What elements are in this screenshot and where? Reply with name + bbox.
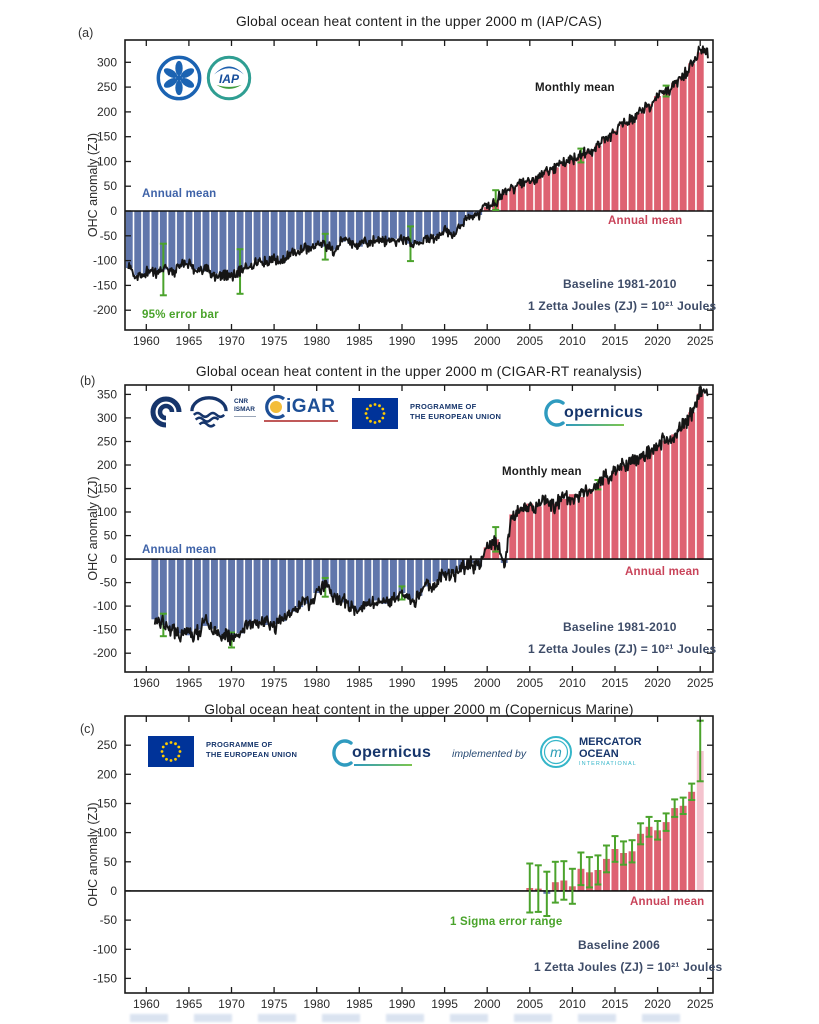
- svg-text:1975: 1975: [260, 997, 288, 1011]
- svg-text:1960: 1960: [132, 676, 160, 690]
- mercator-text-line3: INTERNATIONAL: [579, 761, 637, 768]
- svg-text:1975: 1975: [260, 334, 288, 348]
- annual-mean-label-right-c: Annual mean: [630, 896, 705, 908]
- svg-text:2010: 2010: [559, 676, 586, 690]
- chart-title-c: Global ocean heat content in the upper 2000 m (Copernicus Marine): [204, 702, 634, 717]
- svg-text:-100: -100: [92, 942, 117, 957]
- svg-text:100: 100: [96, 825, 117, 840]
- svg-text:1970: 1970: [218, 997, 245, 1011]
- panel-c: [0, 700, 819, 1024]
- svg-text:2025: 2025: [686, 676, 714, 690]
- svg-text:2015: 2015: [601, 997, 629, 1011]
- svg-text:-150: -150: [92, 622, 117, 637]
- svg-text:1960: 1960: [132, 997, 160, 1011]
- cnr-text-line2: ISMAR: [234, 406, 255, 414]
- baseline-note-a: Baseline 1981-2010: [563, 277, 677, 291]
- monthly-mean-label-b: Monthly mean: [502, 466, 582, 478]
- svg-text:1960: 1960: [132, 334, 160, 348]
- svg-text:100: 100: [96, 154, 117, 169]
- svg-text:2020: 2020: [644, 997, 671, 1011]
- cnr-logo-icon: [146, 392, 186, 437]
- chart-title-b: Global ocean heat content in the upper 2000 m (CIGAR-RT reanalysis): [195, 364, 643, 379]
- svg-text:-50: -50: [99, 575, 117, 590]
- svg-text:250: 250: [96, 80, 117, 95]
- svg-text:1975: 1975: [260, 676, 288, 690]
- svg-text:-200: -200: [92, 646, 117, 661]
- mercator-ocean-logo: [538, 734, 642, 770]
- implemented-by-text: implemented by: [452, 748, 527, 760]
- svg-text:-50: -50: [99, 228, 117, 243]
- iap-logo-icon: [206, 55, 252, 106]
- panel-b: [0, 358, 819, 700]
- eu-flag-icon: [352, 398, 398, 434]
- svg-text:250: 250: [96, 434, 117, 449]
- annual-mean-label-right-a: Annual mean: [608, 215, 683, 227]
- svg-text:0: 0: [110, 204, 117, 218]
- svg-text:250: 250: [96, 738, 117, 753]
- panel-label-b: (b): [80, 374, 96, 388]
- error-bar-label-a: 95% error bar: [142, 309, 219, 321]
- cigar-logo-icon: [262, 394, 288, 420]
- eu-flag-icon: [148, 736, 194, 772]
- eu-programme-text: [206, 740, 297, 760]
- svg-text:2015: 2015: [601, 676, 629, 690]
- annual-mean-label-left-a: Annual mean: [142, 188, 217, 200]
- sigma-error-label-c: 1 Sigma error range: [450, 916, 563, 928]
- svg-text:2000: 2000: [473, 676, 501, 690]
- svg-text:2010: 2010: [559, 997, 586, 1011]
- cropped-caption-remnant: [130, 1014, 690, 1022]
- svg-text:2025: 2025: [686, 997, 714, 1011]
- svg-text:1985: 1985: [345, 676, 373, 690]
- cigar-logo: [262, 394, 336, 420]
- svg-text:350: 350: [96, 387, 117, 402]
- svg-text:50: 50: [103, 528, 117, 543]
- eu-programme-line1: PROGRAMME OF: [410, 402, 477, 411]
- baseline-note-b: Baseline 1981-2010: [563, 620, 677, 634]
- copernicus-logo-caption-line: [354, 764, 412, 766]
- svg-text:150: 150: [96, 481, 117, 496]
- mercator-text-line1: MERCATOR: [579, 735, 642, 748]
- copernicus-logo-text: opernicus: [352, 744, 432, 761]
- cnr-text-line1: CNR: [234, 398, 249, 405]
- panel-label-a: (a): [78, 26, 94, 40]
- svg-text:1995: 1995: [431, 676, 458, 690]
- mercator-text-line2: OCEAN: [579, 747, 619, 760]
- eu-programme-line2: THE EUROPEAN UNION: [206, 750, 298, 760]
- svg-text:1980: 1980: [303, 676, 331, 690]
- svg-text:150: 150: [96, 796, 117, 811]
- svg-text:200: 200: [96, 104, 117, 119]
- unit-note-c: 1 Zetta Joules (ZJ) = 10²¹ Joules: [534, 960, 723, 974]
- svg-text:0: 0: [110, 552, 117, 567]
- svg-text:-150: -150: [92, 278, 117, 293]
- svg-text:-150: -150: [92, 971, 117, 986]
- unit-note-a: 1 Zetta Joules (ZJ) = 10²¹ Joules: [528, 299, 717, 313]
- svg-text:2000: 2000: [473, 334, 501, 348]
- monthly-mean-label-a: Monthly mean: [535, 82, 615, 94]
- svg-text:300: 300: [96, 410, 117, 425]
- svg-text:2025: 2025: [686, 334, 714, 348]
- unit-note-b: 1 Zetta Joules (ZJ) = 10²¹ Joules: [528, 642, 717, 656]
- ismar-logo-icon: [188, 394, 230, 437]
- svg-text:1995: 1995: [431, 997, 458, 1011]
- cnr-ismar-text: [234, 398, 256, 417]
- annual-mean-label-right-b: Annual mean: [625, 566, 700, 578]
- eu-programme-line1: PROGRAMME OF: [206, 740, 273, 749]
- svg-text:1995: 1995: [431, 334, 458, 348]
- svg-text:50: 50: [103, 179, 117, 194]
- svg-text:2015: 2015: [601, 334, 629, 348]
- baseline-note-c: Baseline 2006: [578, 938, 660, 952]
- panel-label-c: (c): [80, 722, 95, 736]
- copernicus-logo: [540, 398, 643, 428]
- svg-text:2005: 2005: [516, 334, 544, 348]
- chart-title-a: Global ocean heat content in the upper 2000 m (IAP/CAS): [235, 14, 603, 29]
- eu-programme-text: [410, 402, 501, 422]
- svg-text:1980: 1980: [303, 997, 331, 1011]
- svg-text:2005: 2005: [516, 997, 544, 1011]
- svg-text:100: 100: [96, 505, 117, 519]
- svg-text:-100: -100: [92, 253, 117, 268]
- svg-text:1970: 1970: [218, 676, 245, 690]
- cnr-text-rule: [234, 416, 256, 417]
- svg-text:1980: 1980: [303, 334, 331, 348]
- copernicus-logo-caption-line: [566, 424, 624, 426]
- panel-a: [0, 0, 819, 358]
- svg-text:1990: 1990: [388, 676, 416, 690]
- svg-text:1990: 1990: [388, 997, 416, 1011]
- eu-programme-line2: THE EUROPEAN UNION: [410, 412, 502, 422]
- svg-text:200: 200: [96, 458, 117, 472]
- copernicus-logo: [328, 738, 431, 768]
- annual-mean-label-left-b: Annual mean: [142, 544, 217, 556]
- cas-logo-icon: [156, 55, 202, 106]
- svg-text:1985: 1985: [345, 334, 373, 348]
- svg-text:1965: 1965: [175, 997, 203, 1011]
- svg-text:m: m: [550, 744, 562, 760]
- svg-text:2005: 2005: [516, 676, 544, 690]
- mercator-logo-icon: [538, 734, 574, 770]
- svg-text:1985: 1985: [345, 997, 373, 1011]
- cigar-logo-text: iGAR: [286, 396, 336, 417]
- svg-text:300: 300: [96, 55, 117, 70]
- svg-text:50: 50: [103, 854, 117, 869]
- svg-text:1965: 1965: [175, 334, 203, 348]
- svg-text:OHC anomaly (ZJ): OHC anomaly (ZJ): [86, 802, 100, 907]
- cigar-logo-caption-line: [264, 420, 338, 422]
- svg-text:-100: -100: [92, 599, 117, 614]
- svg-text:2000: 2000: [473, 997, 501, 1011]
- svg-text:200: 200: [96, 767, 117, 782]
- svg-text:150: 150: [96, 129, 117, 144]
- svg-text:2020: 2020: [644, 676, 671, 690]
- iap-logo-text: IAP: [218, 72, 240, 87]
- svg-text:2020: 2020: [644, 334, 671, 348]
- svg-text:-200: -200: [92, 303, 117, 318]
- svg-text:OHC anomaly (ZJ): OHC anomaly (ZJ): [86, 476, 100, 581]
- svg-text:OHC anomaly (ZJ): OHC anomaly (ZJ): [86, 132, 100, 238]
- svg-text:1965: 1965: [175, 676, 203, 690]
- svg-text:2010: 2010: [559, 334, 586, 348]
- svg-text:0: 0: [110, 883, 117, 898]
- copernicus-logo-text: opernicus: [564, 404, 644, 421]
- svg-text:1990: 1990: [388, 334, 416, 348]
- svg-text:-50: -50: [99, 913, 117, 928]
- svg-text:1970: 1970: [218, 334, 245, 348]
